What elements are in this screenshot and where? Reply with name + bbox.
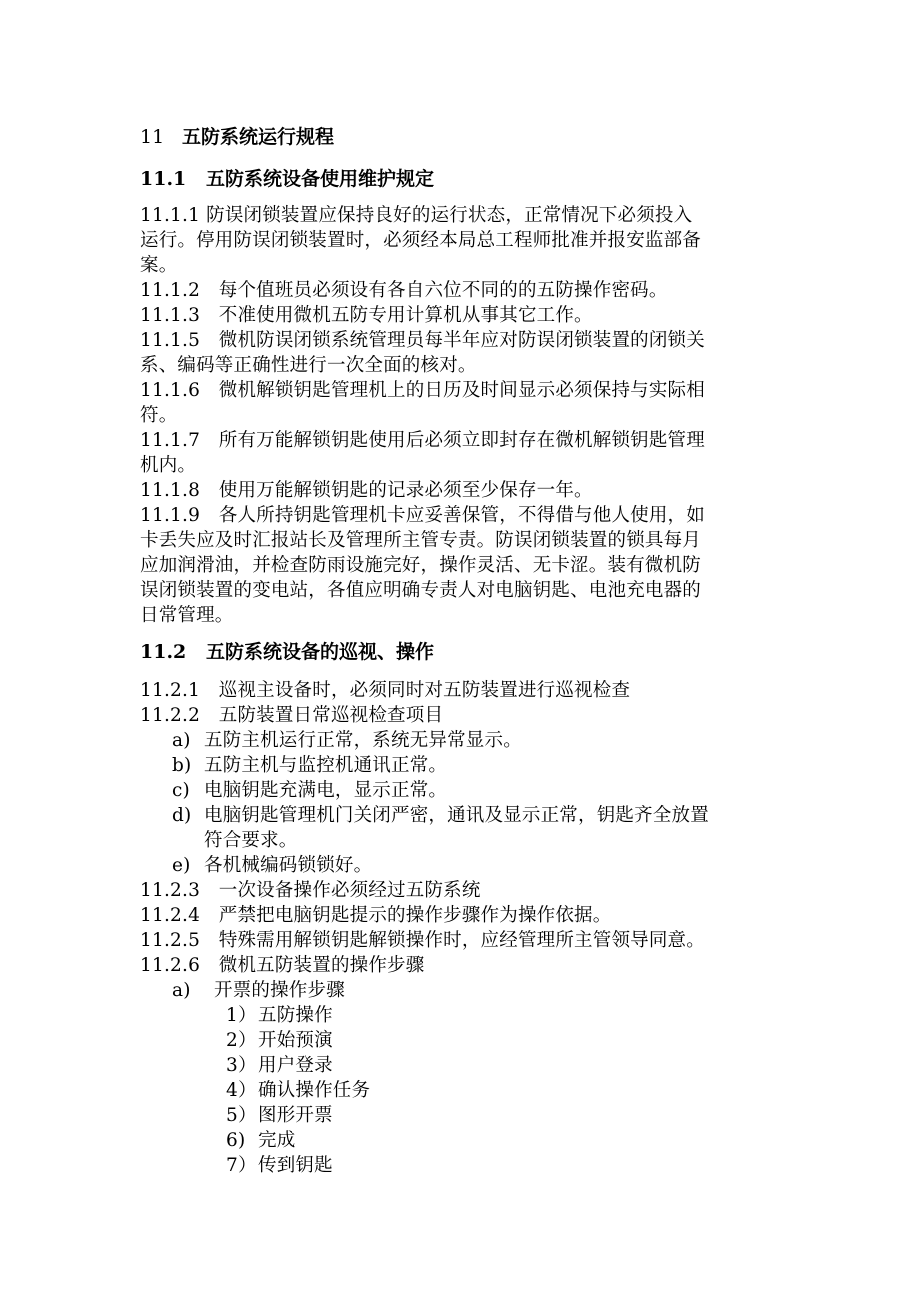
list-item — [172, 754, 832, 778]
subsection-heading-11-1 — [140, 166, 434, 192]
paragraph-line: 系、编码等正确性进行一次全面的核对。 — [140, 355, 477, 376]
paragraph-line: 11.1.9 各人所持钥匙管理机卡应妥善保管，不得借与他人使用，如 — [140, 505, 705, 526]
step-item — [226, 1029, 886, 1053]
list-item-continuation — [172, 829, 832, 853]
subsection-number: 11.1 — [140, 168, 187, 190]
subsection-number: 11.2 — [140, 641, 187, 663]
paragraph-line: 应加润滑油，并检查防雨设施完好，操作灵活、无卡涩。装有微机防 — [140, 555, 702, 576]
sub-list-item — [172, 979, 832, 1003]
list-item — [172, 729, 832, 753]
paragraph-line: 11.2.5 特殊需用解锁钥匙解锁操作时，应经管理所主管领导同意。 — [140, 930, 705, 951]
paragraph-line: 11.1.8 使用万能解锁钥匙的记录必须至少保存一年。 — [140, 480, 593, 501]
step-text: 完成 — [258, 1130, 296, 1151]
step-text: 确认操作任务 — [258, 1080, 371, 1101]
step-item — [226, 1154, 886, 1178]
section-title: 五防系统运行规程 — [182, 126, 335, 148]
paragraph-line: 11.2.1 巡视主设备时，必须同时对五防装置进行巡视检查 — [140, 680, 631, 701]
step-marker: 2） — [226, 1030, 257, 1051]
section-heading — [140, 124, 334, 150]
list-marker: c) — [172, 780, 190, 801]
step-item — [226, 1054, 886, 1078]
step-marker: 6) — [226, 1130, 246, 1151]
step-marker: 1） — [226, 1005, 257, 1026]
list-item — [172, 854, 832, 878]
section-number: 11 — [140, 126, 165, 148]
list-marker: a) — [172, 980, 191, 1001]
list-text: 五防主机运行正常，系统无异常显示。 — [204, 730, 522, 751]
list-item — [172, 804, 832, 828]
paragraph-line: 误闭锁装置的变电站，各值应明确专责人对电脑钥匙、电池充电器的 — [140, 580, 702, 601]
step-item — [226, 1004, 886, 1028]
step-text: 开始预演 — [258, 1030, 333, 1051]
paragraph-line: 11.1.1 防误闭锁装置应保持良好的运行状态，正常情况下必须投入 — [140, 205, 693, 226]
step-text: 用户登录 — [258, 1055, 333, 1076]
list-item — [172, 779, 832, 803]
list-marker: d) — [172, 805, 192, 826]
step-item — [226, 1079, 886, 1103]
paragraph-line: 11.1.7 所有万能解锁钥匙使用后必须立即封存在微机解锁钥匙管理 — [140, 430, 705, 451]
list-text: 符合要求。 — [204, 830, 298, 851]
subsection-title: 五防系统设备使用维护规定 — [206, 168, 435, 190]
list-marker: e) — [172, 855, 191, 876]
paragraph-line: 11.2.3 一次设备操作必须经过五防系统 — [140, 880, 481, 901]
list-text: 电脑钥匙管理机门关闭严密，通讯及显示正常，钥匙齐全放置 — [204, 805, 709, 826]
paragraph-line: 11.1.6 微机解锁钥匙管理机上的日历及时间显示必须保持与实际相 — [140, 380, 705, 401]
step-item — [226, 1104, 886, 1128]
paragraph-line: 机内。 — [140, 455, 197, 476]
list-text: 各机械编码锁锁好。 — [204, 855, 373, 876]
paragraph-line: 案。 — [140, 255, 178, 276]
step-marker: 5） — [226, 1105, 257, 1126]
list-text: 开票的操作步骤 — [214, 980, 345, 1001]
paragraph-line: 11.2.4 严禁把电脑钥匙提示的操作步骤作为操作依据。 — [140, 905, 612, 926]
step-marker: 4） — [226, 1080, 257, 1101]
paragraph-line: 11.2.6 微机五防装置的操作步骤 — [140, 955, 425, 976]
step-text: 五防操作 — [258, 1005, 333, 1026]
paragraph-line: 11.2.2 五防装置日常巡视检查项目 — [140, 705, 444, 726]
step-text: 传到钥匙 — [258, 1155, 333, 1176]
step-text: 图形开票 — [258, 1105, 333, 1126]
paragraph-line: 11.1.5 微机防误闭锁系统管理员每半年应对防误闭锁装置的闭锁关 — [140, 330, 705, 351]
step-marker: 7） — [226, 1155, 257, 1176]
paragraph-line: 运行。停用防误闭锁装置时，必须经本局总工程师批准并报安监部备 — [140, 230, 702, 251]
step-item — [226, 1129, 886, 1153]
paragraph-line: 日常管理。 — [140, 605, 234, 626]
paragraph-line: 符。 — [140, 405, 178, 426]
paragraph-line: 11.1.2 每个值班员必须设有各自六位不同的的五防操作密码。 — [140, 280, 668, 301]
list-marker: b) — [172, 755, 192, 776]
subsection-title: 五防系统设备的巡视、操作 — [206, 641, 435, 663]
list-marker: a) — [172, 730, 191, 751]
list-text: 五防主机与监控机通讯正常。 — [204, 755, 448, 776]
paragraph-line: 卡丢失应及时汇报站长及管理所主管专责。防误闭锁装置的锁具每月 — [140, 530, 702, 551]
step-marker: 3） — [226, 1055, 257, 1076]
paragraph-line: 11.1.3 不准使用微机五防专用计算机从事其它工作。 — [140, 305, 593, 326]
subsection-heading-11-2 — [140, 639, 434, 665]
list-text: 电脑钥匙充满电，显示正常。 — [204, 780, 448, 801]
